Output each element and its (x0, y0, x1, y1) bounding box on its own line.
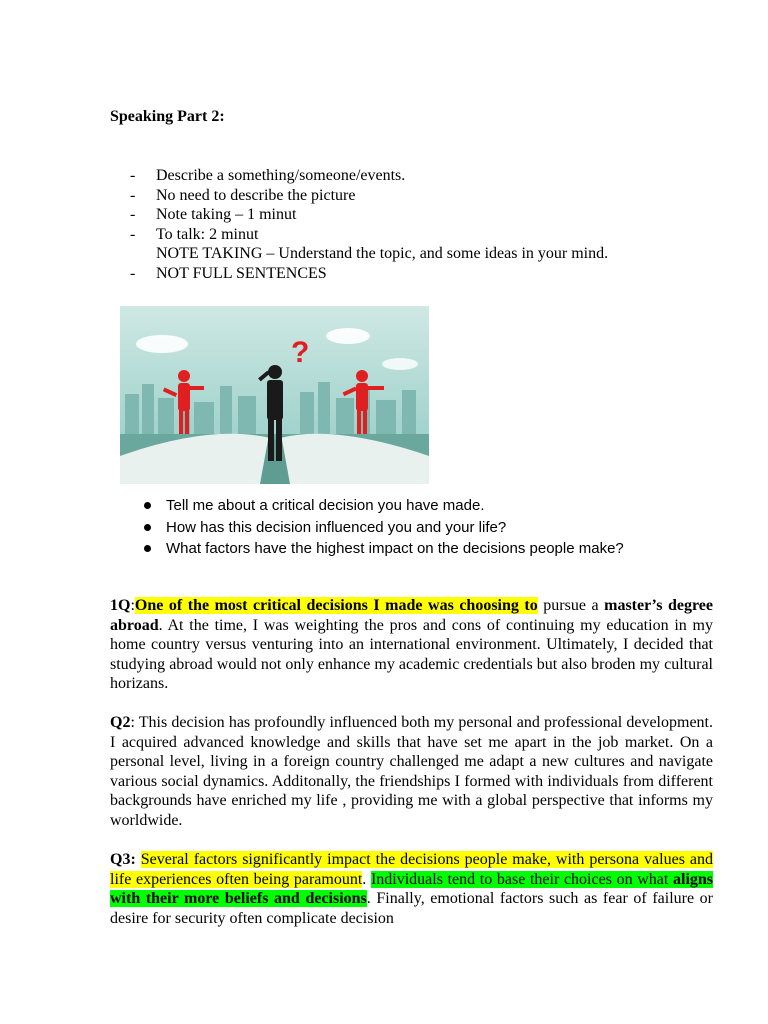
answer-q2 (110, 713, 713, 831)
list-item (110, 244, 608, 264)
highlighted-bold-green: aligns with their more beliefs and decisions (110, 870, 714, 908)
list-item-text: Note taking – 1 minut (156, 206, 297, 224)
dash-marker: - (130, 225, 136, 243)
list-item (110, 264, 608, 284)
dash-marker (110, 244, 156, 264)
answer-text: : This decision has profoundly influenced both my personal and professional development. I acquired advanced knowledge and skills that have set me apart in the job market. On a personal level, living in a foreign country challenged me adapt a new cultures and navigate various social dynamics. Additonally, the friendships I formed with individuals from different backgrounds have enriched my life , providing me with a global perspective that informs my worldwide. (110, 714, 713, 829)
bullet-dot-icon (144, 502, 151, 509)
list-item (110, 225, 608, 245)
cloud (136, 335, 188, 353)
list-item (110, 186, 608, 206)
list-item-text: Describe a something/someone/events. (156, 167, 406, 184)
list-item-text: NOT FULL SENTENCES (156, 264, 327, 282)
list-item (144, 538, 624, 560)
dash-marker: - (130, 264, 136, 282)
answer-label: Q3: (110, 851, 136, 868)
answer-colon: : (130, 597, 135, 614)
instruction-list (110, 166, 608, 284)
question-text: How has this decision influenced you and your life? (166, 518, 507, 536)
cue-card-figure (120, 306, 675, 562)
list-item (144, 495, 624, 517)
highlighted-text: Several factors significantly impact the decisions people make, with persona values and life experiences often being paramount (110, 851, 713, 888)
bold-text: master’s degree abroad (110, 597, 713, 634)
cue-card-questions (144, 495, 624, 560)
answer-text: . Finally, emotional factors such as fear of failure or desire for security often complicate decision (110, 890, 714, 927)
answer-text: pursue a (537, 597, 605, 614)
cloud (326, 328, 370, 344)
crossroads-illustration (120, 306, 429, 484)
list-item (110, 205, 608, 225)
list-item (144, 517, 624, 539)
page-title: Speaking Part 2: (110, 108, 225, 125)
bullet-dot-icon (144, 524, 151, 531)
answer-label: 1Q (110, 597, 131, 614)
question-text: Tell me about a critical decision you have made. (166, 497, 485, 514)
cloud (382, 358, 418, 370)
list-item-text: To talk: 2 minut (156, 225, 259, 243)
answer-q1 (110, 596, 713, 694)
dash-marker: - (130, 167, 136, 184)
answer-label: Q2 (110, 714, 131, 731)
dash-marker: - (130, 186, 136, 204)
question-text: What factors have the highest impact on the decisions people make? (166, 540, 624, 557)
list-item (110, 166, 608, 186)
highlighted-text-green: Individuals tend to base their choices on what (370, 870, 673, 888)
question-mark-icon: ? (291, 336, 310, 369)
list-item-text: No need to describe the picture (156, 186, 356, 204)
crossroads-image (120, 306, 429, 484)
answer-text: . At the time, I was weighting the pros and cons of continuing my education in my home country versus venturing into an international environment. Ultimately, I decided that studying abroad would not only enhance my academic credentials but also broden my cultural horizans. (110, 616, 713, 693)
answer-text: . (362, 870, 371, 888)
answer-space (136, 851, 141, 868)
dash-marker: - (130, 206, 136, 224)
bullet-dot-icon (144, 545, 151, 552)
highlighted-text: One of the most critical decisions I made was choosing to (134, 597, 538, 614)
list-item-text: NOTE TAKING – Understand the topic, and some ideas in your mind. (156, 245, 609, 263)
answer-q3 (110, 850, 713, 928)
